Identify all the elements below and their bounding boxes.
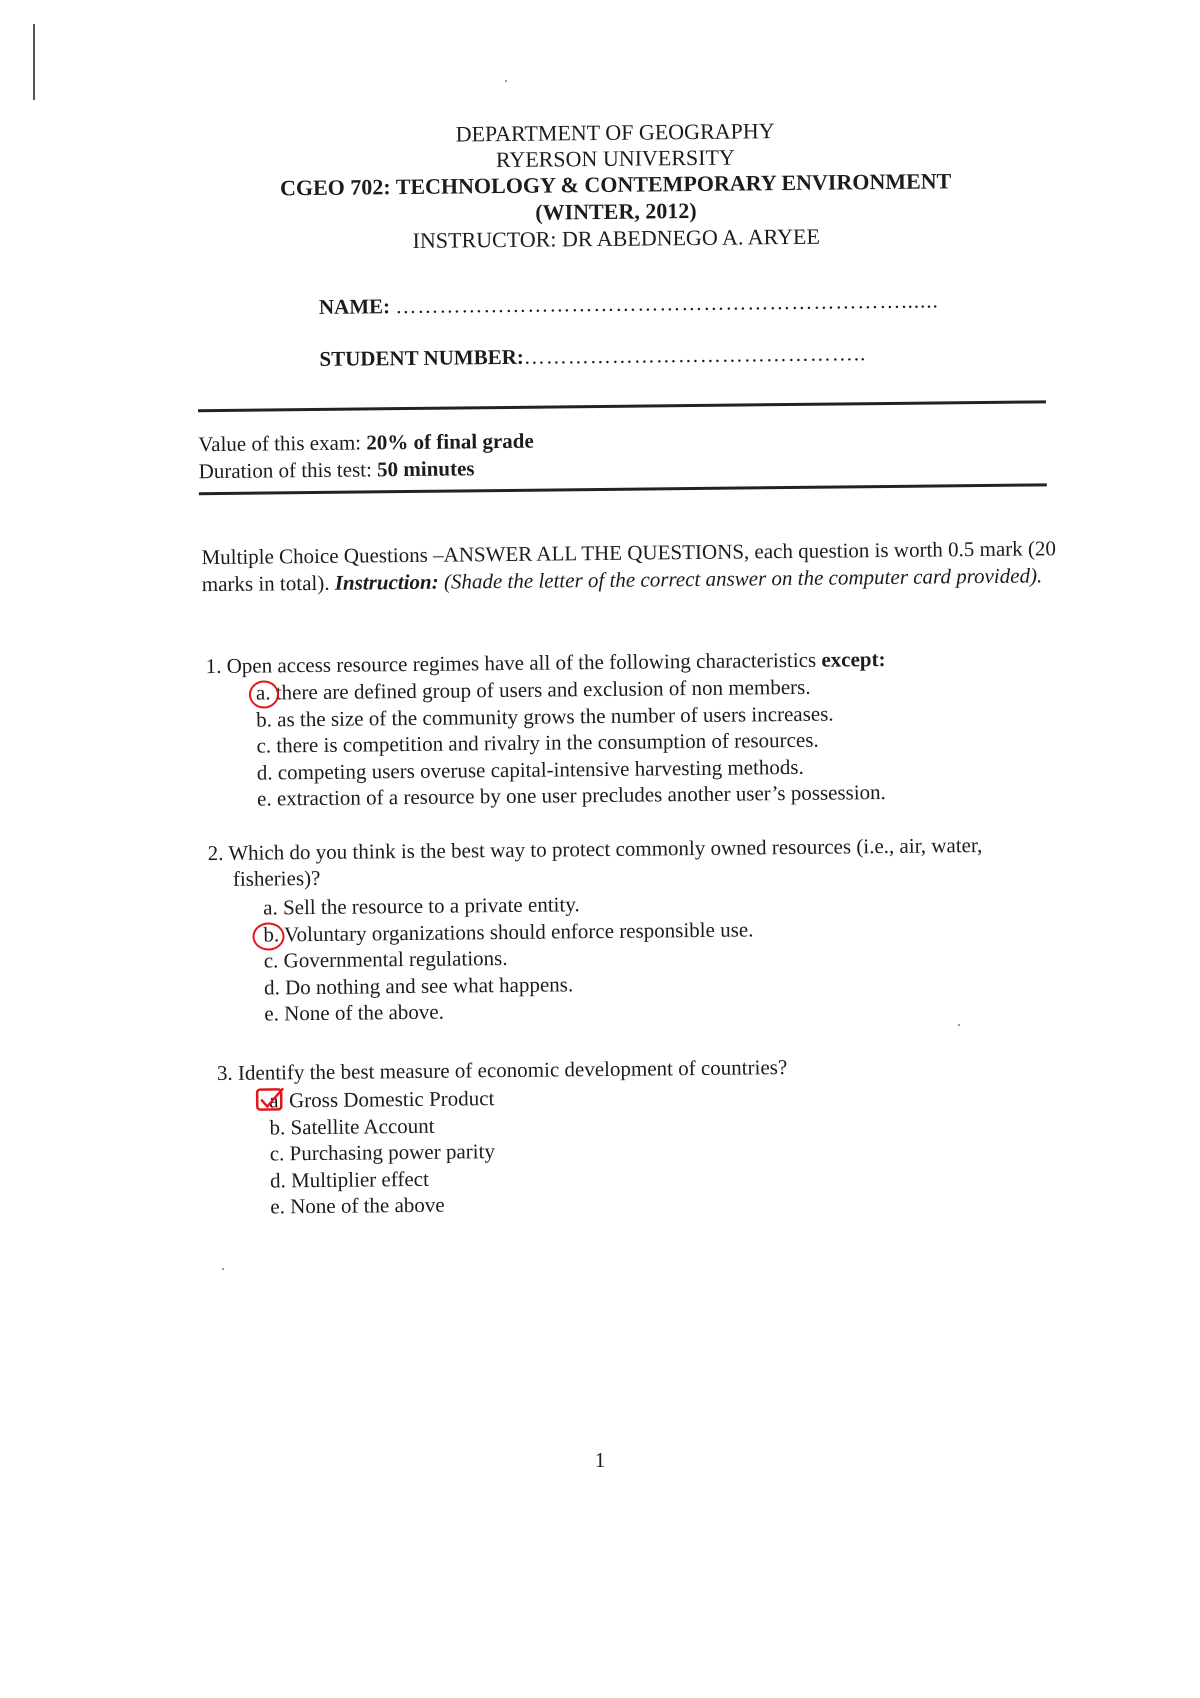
question-3-options: [269, 1085, 496, 1220]
option-letter: b.: [256, 706, 273, 732]
bottom-divider: [199, 483, 1047, 495]
option-e[interactable]: [257, 779, 886, 812]
name-label: NAME:: [318, 294, 391, 319]
option-text: Governmental regulations.: [283, 945, 508, 973]
option-letter: e.: [264, 1001, 280, 1026]
option-text: there are defined group of users and exclusion of non members.: [275, 674, 811, 705]
instructions-intro: Multiple Choice Questions –ANSWER ALL THE QUESTIONS, each question is worth 0.5 mark (20 marks in total).: [201, 536, 1057, 597]
question-text: Open access resource regimes have all of the following characteristics: [226, 647, 817, 678]
option-e[interactable]: [264, 995, 754, 1027]
option-b[interactable]: [269, 1112, 494, 1141]
question-number: 2.: [207, 840, 224, 866]
question-2: [207, 831, 1067, 1026]
question-emphasis: except:: [821, 647, 886, 672]
exam-duration-line: [199, 456, 475, 484]
scan-artifact-line: [33, 24, 35, 100]
option-d[interactable]: [270, 1165, 495, 1194]
term-heading: (WINTER, 2012): [535, 197, 697, 225]
student-number-blank: ………………………………………..: [523, 341, 867, 369]
department-heading: DEPARTMENT OF GEOGRAPHY: [455, 118, 775, 147]
option-letter: e.: [256, 786, 272, 811]
scan-speck: [222, 1268, 224, 1270]
option-a[interactable]: [269, 1085, 494, 1114]
option-text: competing users overuse capital-intensive harvesting methods.: [277, 754, 804, 784]
option-text: Gross Domestic Product: [288, 1086, 495, 1113]
question-2-options: [263, 889, 754, 1027]
question-text: Which do you think is the best way to protect commonly owned resources (i.e., air, water, fisheries)?: [228, 833, 983, 891]
exam-value-label: Value of this exam:: [198, 430, 362, 457]
question-3: [216, 1051, 1077, 1219]
instructor-heading: INSTRUCTOR: DR ABEDNEGO A. ARYEE: [412, 223, 820, 253]
question-2-prompt: [207, 831, 1052, 892]
exam-duration: 50 minutes: [376, 456, 475, 482]
question-number: 1.: [205, 653, 222, 679]
exam-value: 20% of final grade: [366, 428, 534, 455]
exam-duration-label: Duration of this test:: [198, 457, 372, 484]
option-text: Purchasing power parity: [289, 1139, 496, 1166]
top-divider: [198, 400, 1046, 412]
option-e[interactable]: [270, 1191, 495, 1220]
exam-value-line: [198, 429, 534, 458]
question-3-prompt: [217, 1051, 1077, 1086]
option-c[interactable]: [270, 1138, 495, 1167]
option-letter: b.: [263, 921, 280, 947]
question-1: [205, 644, 1066, 811]
option-text: Satellite Account: [290, 1113, 435, 1139]
red-circle-mark-icon: [249, 680, 279, 708]
instructions-block: [201, 535, 1062, 598]
scan-speck: [958, 1024, 960, 1026]
instructions-text: (Shade the letter of the correct answer on the computer card provided).: [443, 563, 1043, 594]
name-field[interactable]: [319, 288, 939, 319]
option-letter: a.: [263, 895, 278, 920]
option-text: Do nothing and see what happens.: [284, 971, 574, 999]
option-text: Multiplier effect: [290, 1166, 429, 1192]
red-check-mark-icon: [255, 1086, 287, 1112]
option-letter: c.: [256, 733, 272, 758]
name-blank: ……………………………………………………………......: [395, 288, 939, 319]
student-number-label: STUDENT NUMBER:: [319, 344, 524, 371]
student-number-field[interactable]: [319, 341, 866, 372]
page-number: 1: [594, 1448, 606, 1472]
option-text: extraction of a resource by one user precludes another user’s possession.: [276, 780, 886, 811]
option-letter: d.: [263, 974, 280, 1000]
option-letter: c.: [263, 948, 279, 973]
option-letter: d.: [256, 759, 273, 785]
question-number: 3.: [216, 1060, 233, 1086]
question-1-prompt: [206, 644, 1066, 679]
instructions-label: Instruction:: [334, 569, 439, 595]
question-1-options: [256, 673, 886, 812]
option-text: None of the above: [290, 1192, 445, 1219]
option-letter: e.: [270, 1194, 286, 1219]
option-letter: a.: [255, 680, 271, 705]
option-text: Sell the resource to a private entity.: [282, 892, 580, 920]
option-text: None of the above.: [284, 999, 445, 1026]
scan-speck: [505, 80, 507, 82]
question-text: Identify the best measure of economic development of countries?: [237, 1055, 788, 1085]
option-letter: d.: [269, 1167, 286, 1192]
course-heading: CGEO 702: TECHNOLOGY & CONTEMPORARY ENVIRONMENT: [279, 168, 952, 201]
red-circle-mark-icon: [252, 922, 284, 950]
option-letter: b.: [269, 1114, 286, 1139]
option-letter: c.: [269, 1141, 285, 1166]
option-text: Voluntary organizations should enforce responsible use.: [283, 916, 754, 946]
university-heading: RYERSON UNIVERSITY: [495, 144, 735, 173]
option-text: as the size of the community grows the number of users increases.: [277, 701, 834, 731]
option-text: there is competition and rivalry in the consumption of resources.: [276, 727, 819, 758]
option-letter: a.: [269, 1088, 284, 1113]
